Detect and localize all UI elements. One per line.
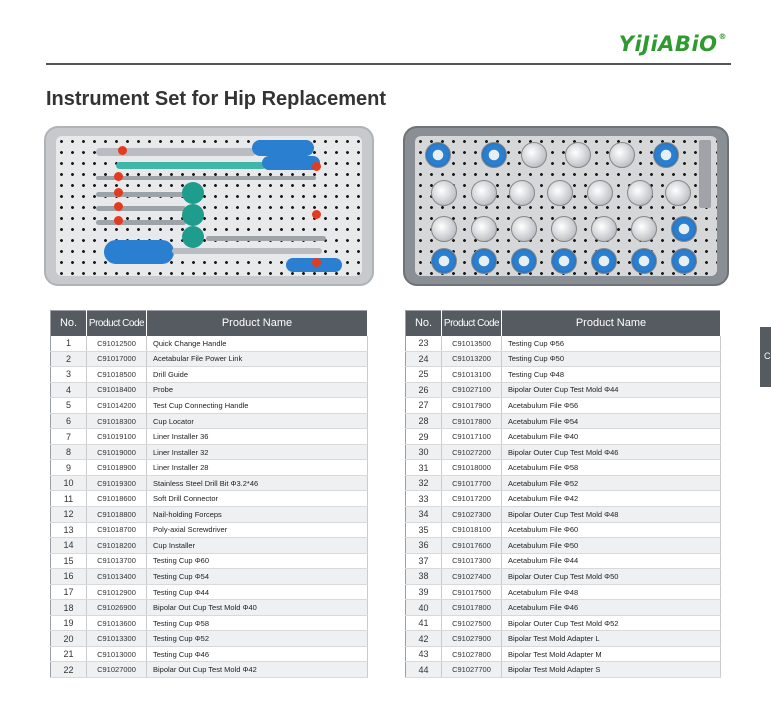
product-code: C91017500	[442, 584, 502, 600]
table-body	[51, 336, 368, 678]
table-row	[406, 615, 721, 631]
row-number: 18	[51, 600, 87, 616]
acetabulum-file	[425, 142, 451, 168]
table-row	[406, 600, 721, 616]
row-number: 36	[406, 538, 442, 554]
product-code: C91018900	[87, 460, 147, 476]
product-code: C91017600	[442, 538, 502, 554]
product-name: Acetabulum File Φ48	[502, 584, 721, 600]
row-number: 13	[51, 522, 87, 538]
testing-cup	[591, 216, 617, 242]
row-number: 24	[406, 351, 442, 367]
product-name: Testing Cup Φ52	[147, 631, 368, 647]
row-number: 7	[51, 429, 87, 445]
product-code: C91018100	[442, 522, 502, 538]
adapter-bar	[699, 140, 711, 208]
product-name: Liner Installer 36	[147, 429, 368, 445]
row-number: 6	[51, 413, 87, 429]
row-number: 35	[406, 522, 442, 538]
callout-marker	[312, 162, 321, 171]
row-number: 43	[406, 646, 442, 662]
acetabulum-file	[481, 142, 507, 168]
table-row	[51, 507, 368, 523]
product-name: Soft Drill Connector	[147, 491, 368, 507]
product-name: Acetabulum File Φ60	[502, 522, 721, 538]
table-row	[406, 662, 721, 678]
testing-cup	[431, 216, 457, 242]
row-number: 25	[406, 367, 442, 383]
row-number: 32	[406, 475, 442, 491]
testing-cup	[565, 142, 591, 168]
testing-cup	[521, 142, 547, 168]
row-number: 16	[51, 569, 87, 585]
testing-cup	[587, 180, 613, 206]
callout-marker	[114, 188, 123, 197]
callout-marker	[114, 202, 123, 211]
table-row	[406, 553, 721, 569]
acetabulum-file	[551, 248, 577, 274]
testing-cup	[609, 142, 635, 168]
row-number: 11	[51, 491, 87, 507]
callout-marker	[312, 210, 321, 219]
testing-cup	[627, 180, 653, 206]
acetabulum-file	[671, 248, 697, 274]
testing-cup	[665, 180, 691, 206]
testing-cup	[509, 180, 535, 206]
table-row	[406, 351, 721, 367]
product-name: Testing Cup Φ44	[147, 584, 368, 600]
product-code: C91012500	[87, 336, 147, 352]
row-number: 30	[406, 444, 442, 460]
row-number: 41	[406, 615, 442, 631]
row-number: 4	[51, 382, 87, 398]
table-row	[51, 351, 368, 367]
row-number: 5	[51, 398, 87, 414]
product-name: Bipolar Outer Cup Test Mold Φ50	[502, 569, 721, 585]
product-code: C91018300	[87, 413, 147, 429]
table-row	[51, 367, 368, 383]
table-header-row	[51, 311, 368, 336]
product-code: C91014200	[87, 398, 147, 414]
product-name: Testing Cup Φ60	[147, 553, 368, 569]
product-name: Bipolar Test Mold Adapter S	[502, 662, 721, 678]
instrument-handle-blue	[104, 240, 174, 264]
instrument-tray-photo	[44, 126, 374, 286]
product-code: C91026900	[87, 600, 147, 616]
testing-cup	[551, 216, 577, 242]
product-name: Poly-axial Screwdriver	[147, 522, 368, 538]
row-number: 40	[406, 600, 442, 616]
cup-tray-photo	[403, 126, 729, 286]
row-number: 14	[51, 538, 87, 554]
product-code: C91019000	[87, 444, 147, 460]
product-code: C91027300	[442, 507, 502, 523]
product-code: C91017000	[87, 351, 147, 367]
instrument-shaft	[206, 236, 326, 241]
instrument-shaft	[172, 248, 322, 254]
product-name: Bipolar Out Cup Test Mold Φ40	[147, 600, 368, 616]
product-table-left	[50, 310, 368, 678]
instrument-shaft	[96, 220, 186, 225]
table-header-row	[406, 311, 721, 336]
product-code: C91027700	[442, 662, 502, 678]
product-code: C91018500	[87, 367, 147, 383]
table-row	[406, 444, 721, 460]
product-code: C91018400	[87, 382, 147, 398]
product-name: Testing Cup Φ46	[147, 646, 368, 662]
column-header-product-code: Product Code	[442, 311, 502, 336]
product-code: C91017700	[442, 475, 502, 491]
product-name: Testing Cup Φ56	[502, 336, 721, 352]
product-name: Testing Cup Φ48	[502, 367, 721, 383]
product-code: C91027800	[442, 646, 502, 662]
liner-installer-knob	[182, 226, 204, 248]
product-code: C91013700	[87, 553, 147, 569]
table-row	[51, 631, 368, 647]
row-number: 27	[406, 398, 442, 414]
product-name: Bipolar Test Mold Adapter L	[502, 631, 721, 647]
table-row	[406, 569, 721, 585]
acetabulum-file	[631, 248, 657, 274]
table-row	[406, 382, 721, 398]
table-body	[406, 336, 721, 678]
testing-cup	[471, 180, 497, 206]
table-row	[406, 413, 721, 429]
testing-cup	[471, 216, 497, 242]
row-number: 26	[406, 382, 442, 398]
product-code: C91013400	[87, 569, 147, 585]
column-header-no: No.	[406, 311, 442, 336]
table-row	[406, 367, 721, 383]
row-number: 20	[51, 631, 87, 647]
row-number: 28	[406, 413, 442, 429]
product-name: Acetabulum File Φ56	[502, 398, 721, 414]
column-header-no: No.	[51, 311, 87, 336]
product-name: Acetabulum File Φ44	[502, 553, 721, 569]
instrument-shaft	[96, 206, 186, 211]
product-name: Acetabulum File Φ46	[502, 600, 721, 616]
product-code: C91013100	[442, 367, 502, 383]
product-name: Drill Guide	[147, 367, 368, 383]
side-section-tab: C	[760, 327, 771, 387]
row-number: 2	[51, 351, 87, 367]
testing-cup	[547, 180, 573, 206]
product-name: Testing Cup Φ54	[147, 569, 368, 585]
instrument-shaft	[116, 162, 266, 169]
product-code: C91018000	[442, 460, 502, 476]
product-code: C91027000	[87, 662, 147, 678]
table-row	[51, 522, 368, 538]
testing-cup	[631, 216, 657, 242]
column-header-product-name: Product Name	[502, 311, 721, 336]
testing-cup	[431, 180, 457, 206]
page-title: Instrument Set for Hip Replacement	[46, 88, 387, 110]
table-row	[406, 631, 721, 647]
product-code: C91013600	[87, 615, 147, 631]
table-row	[51, 429, 368, 445]
product-name: Probe	[147, 382, 368, 398]
product-code: C91017200	[442, 491, 502, 507]
acetabulum-file	[511, 248, 537, 274]
product-code: C91017900	[442, 398, 502, 414]
table-row	[406, 429, 721, 445]
product-name: Bipolar Outer Cup Test Mold Φ46	[502, 444, 721, 460]
product-name: Nail-holding Forceps	[147, 507, 368, 523]
product-code: C91013300	[87, 631, 147, 647]
testing-cup	[511, 216, 537, 242]
product-code: C91013500	[442, 336, 502, 352]
table-row	[51, 569, 368, 585]
product-name: Liner Installer 28	[147, 460, 368, 476]
product-code: C91018200	[87, 538, 147, 554]
product-code: C91027400	[442, 569, 502, 585]
cup-tray-insert	[415, 136, 717, 276]
table-row	[51, 413, 368, 429]
product-name: Testing Cup Φ58	[147, 615, 368, 631]
row-number: 38	[406, 569, 442, 585]
callout-marker	[114, 172, 123, 181]
table-row	[51, 538, 368, 554]
product-name: Cup Installer	[147, 538, 368, 554]
table-row	[51, 615, 368, 631]
row-number: 42	[406, 631, 442, 647]
callout-marker	[312, 258, 321, 267]
table-row	[51, 600, 368, 616]
product-code: C91027200	[442, 444, 502, 460]
table-row	[51, 398, 368, 414]
row-number: 29	[406, 429, 442, 445]
table-row	[51, 460, 368, 476]
product-code: C91018700	[87, 522, 147, 538]
product-code: C91017800	[442, 413, 502, 429]
row-number: 10	[51, 475, 87, 491]
table-row	[406, 336, 721, 352]
product-name: Bipolar Outer Cup Test Mold Φ44	[502, 382, 721, 398]
row-number: 1	[51, 336, 87, 352]
acetabulum-file	[591, 248, 617, 274]
product-name: Acetabulum File Φ58	[502, 460, 721, 476]
row-number: 22	[51, 662, 87, 678]
product-name: Testing Cup Φ50	[502, 351, 721, 367]
table-row	[406, 646, 721, 662]
table-row	[406, 584, 721, 600]
row-number: 19	[51, 615, 87, 631]
product-name: Test Cup Connecting Handle	[147, 398, 368, 414]
product-table-right	[405, 310, 721, 678]
table-row	[51, 444, 368, 460]
product-code: C91017300	[442, 553, 502, 569]
product-name: Bipolar Out Cup Test Mold Φ42	[147, 662, 368, 678]
table-row	[406, 460, 721, 476]
row-number: 12	[51, 507, 87, 523]
product-code: C91018600	[87, 491, 147, 507]
table-row	[406, 522, 721, 538]
row-number: 37	[406, 553, 442, 569]
row-number: 15	[51, 553, 87, 569]
callout-marker	[118, 146, 127, 155]
product-code: C91027500	[442, 615, 502, 631]
row-number: 9	[51, 460, 87, 476]
table-row	[406, 538, 721, 554]
row-number: 17	[51, 584, 87, 600]
table-row	[406, 491, 721, 507]
product-name: Bipolar Outer Cup Test Mold Φ48	[502, 507, 721, 523]
row-number: 8	[51, 444, 87, 460]
instrument-shaft	[96, 192, 186, 197]
callout-marker	[114, 216, 123, 225]
product-code: C91012900	[87, 584, 147, 600]
table-row	[51, 382, 368, 398]
table-row	[51, 336, 368, 352]
table-row	[406, 507, 721, 523]
product-name: Liner Installer 32	[147, 444, 368, 460]
product-name: Acetabulum File Φ40	[502, 429, 721, 445]
table-row	[51, 584, 368, 600]
table-row	[406, 398, 721, 414]
row-number: 39	[406, 584, 442, 600]
header-divider	[46, 63, 731, 65]
product-name: Quick Change Handle	[147, 336, 368, 352]
table-row	[51, 646, 368, 662]
product-name: Acetabulum File Φ50	[502, 538, 721, 554]
instrument-shaft	[96, 176, 316, 180]
acetabulum-file	[653, 142, 679, 168]
product-name: Cup Locator	[147, 413, 368, 429]
product-name: Stainless Steel Drill Bit Φ3.2*46	[147, 475, 368, 491]
product-code: C91017100	[442, 429, 502, 445]
product-name: Bipolar Outer Cup Test Mold Φ52	[502, 615, 721, 631]
product-code: C91013000	[87, 646, 147, 662]
acetabulum-file	[471, 248, 497, 274]
acetabulum-file	[671, 216, 697, 242]
product-name: Bipolar Test Mold Adapter M	[502, 646, 721, 662]
product-code: C91013200	[442, 351, 502, 367]
column-header-product-code: Product Code	[87, 311, 147, 336]
instrument-tray-insert	[56, 136, 362, 276]
product-code: C91017800	[442, 600, 502, 616]
product-code: C91027900	[442, 631, 502, 647]
product-code: C91027100	[442, 382, 502, 398]
column-header-product-name: Product Name	[147, 311, 368, 336]
product-code: C91019100	[87, 429, 147, 445]
row-number: 31	[406, 460, 442, 476]
table-row	[51, 662, 368, 678]
row-number: 44	[406, 662, 442, 678]
product-name: Acetabular File Power Link	[147, 351, 368, 367]
table-row	[51, 475, 368, 491]
row-number: 21	[51, 646, 87, 662]
acetabulum-file	[431, 248, 457, 274]
product-code: C91018800	[87, 507, 147, 523]
product-name: Acetabulum File Φ54	[502, 413, 721, 429]
product-code: C91019300	[87, 475, 147, 491]
liner-installer-knob	[182, 204, 204, 226]
liner-installer-knob	[182, 182, 204, 204]
row-number: 33	[406, 491, 442, 507]
brand-logo: YiJiABiO®	[618, 32, 727, 56]
row-number: 3	[51, 367, 87, 383]
table-row	[51, 491, 368, 507]
product-name: Acetabulum File Φ52	[502, 475, 721, 491]
instrument-handle-blue	[252, 140, 314, 156]
table-row	[406, 475, 721, 491]
table-row	[51, 553, 368, 569]
row-number: 23	[406, 336, 442, 352]
product-name: Acetabulum File Φ42	[502, 491, 721, 507]
row-number: 34	[406, 507, 442, 523]
